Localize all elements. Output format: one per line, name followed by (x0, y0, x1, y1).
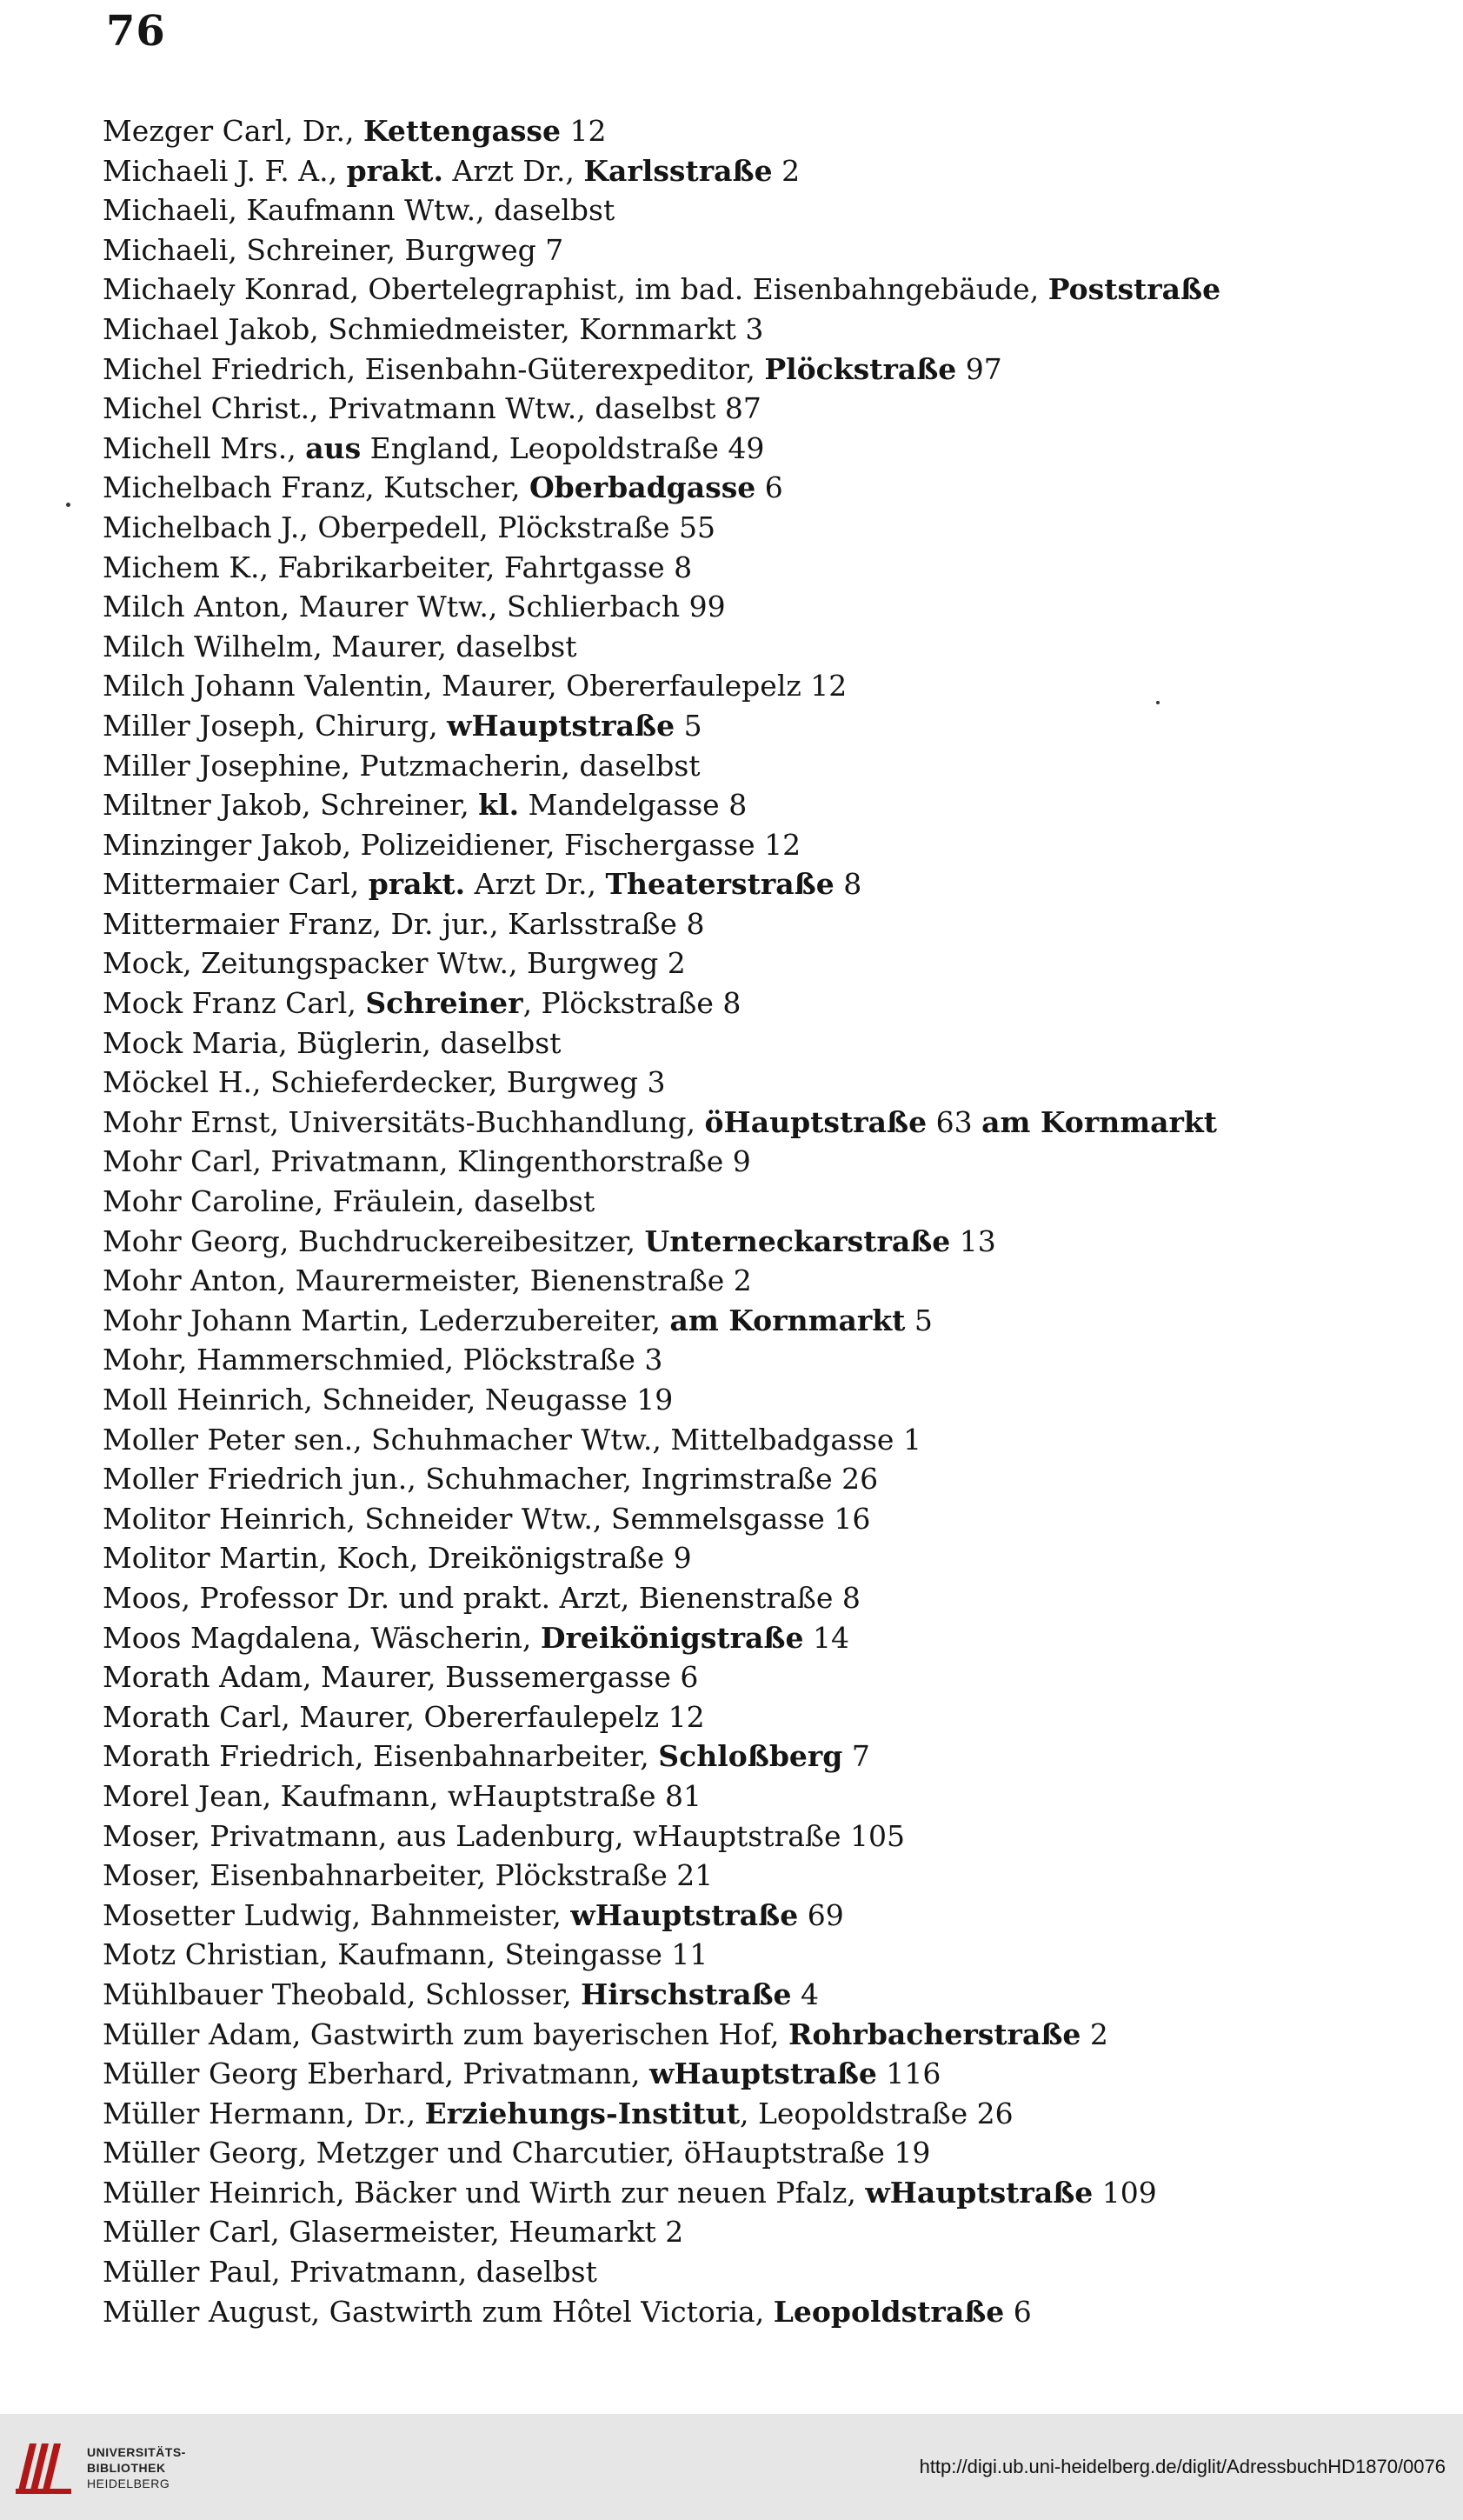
directory-entry (103, 310, 1354, 350)
directory-entry (103, 1182, 1354, 1222)
directory-entry (103, 230, 1354, 270)
entry-text-segment: Schreiner (365, 986, 523, 1021)
directory-entry (103, 1896, 1354, 1936)
footer-bar (0, 2414, 1463, 2520)
directory-entry (103, 825, 1354, 865)
directory-entry (103, 1935, 1354, 1975)
directory-entry (103, 627, 1354, 667)
entry-text-segment: 69 (798, 1897, 844, 1932)
directory-entry (103, 706, 1354, 746)
entry-text-segment: Miller Joseph, Chirurg, (103, 708, 448, 743)
logo-line-1: UNIVERSITÄTS- (87, 2445, 186, 2459)
entry-text-segment: Moos Magdalena, Wäscherin, (103, 1620, 541, 1655)
directory-entry (103, 1618, 1354, 1658)
entry-text-segment: 5 (905, 1303, 933, 1337)
entry-text-segment: Mohr Johann Martin, Lederzubereiter, (103, 1303, 670, 1337)
source-url-link[interactable]: http://digi.ub.uni-heidelberg.de/diglit/AdressbuchHD1870/0076 (919, 2456, 1446, 2477)
entry-text-segment: 6 (1004, 2294, 1032, 2329)
entry-text-segment: Moller Friedrich jun., Schuhmacher, Ingrimstraße 26 (103, 1462, 879, 1497)
entry-text-segment: Hirschstraße (581, 1977, 792, 2011)
directory-entry (103, 1578, 1354, 1618)
directory-entry (103, 1340, 1354, 1380)
directory-entry (103, 666, 1354, 706)
entry-text-segment: Miller Josephine, Putzmacherin, daselbst (103, 748, 701, 783)
entry-text-segment: Molitor Heinrich, Schneider Wtw., Semmelsgasse 16 (103, 1501, 871, 1536)
entry-text-segment: Müller Hermann, Dr., (103, 2096, 425, 2130)
directory-entry (103, 1063, 1354, 1103)
directory-entry (103, 429, 1354, 469)
logo-line-2: BIBLIOTHEK (87, 2461, 166, 2475)
entry-text-segment: öHauptstraße (704, 1104, 928, 1139)
directory-entry (103, 350, 1354, 390)
entry-text-segment: Mittermaier Franz, Dr. jur., Karlsstraße 8 (103, 906, 705, 941)
entry-text-segment: , Leopoldstraße 26 (739, 2096, 1014, 2130)
entry-text-segment: 63 (927, 1104, 982, 1139)
entry-text-segment: wHauptstraße (447, 708, 675, 743)
entry-text-segment: Schloßberg (658, 1739, 843, 1774)
directory-entry (103, 2173, 1354, 2213)
entry-text-segment: Moser, Eisenbahnarbeiter, Plöckstraße 21 (103, 1858, 714, 1893)
directory-entry (103, 746, 1354, 786)
entry-text-segment: 116 (876, 2057, 941, 2091)
entry-text-segment: Morath Adam, Maurer, Bussemergasse 6 (103, 1660, 699, 1695)
entry-text-segment: Möckel H., Schieferdecker, Burgweg 3 (103, 1065, 666, 1100)
entry-text-segment: Mohr, Hammerschmied, Plöckstraße 3 (103, 1343, 663, 1377)
directory-entry (103, 508, 1354, 548)
entry-text-segment: Mezger Carl, Dr., (103, 114, 363, 148)
entry-text-segment: 14 (803, 1620, 849, 1655)
entry-text-segment: am Kornmarkt (981, 1104, 1217, 1139)
entry-text-segment: Morel Jean, Kaufmann, wHauptstraße 81 (103, 1778, 702, 1813)
entry-text-segment: Michael Jakob, Schmiedmeister, Kornmarkt 3 (103, 311, 764, 346)
entry-text-segment: Leopoldstraße (773, 2294, 1005, 2329)
entry-text-segment: Mohr Caroline, Fräulein, daselbst (103, 1184, 595, 1219)
entry-text-segment: 2 (772, 153, 801, 188)
entry-text-segment: Dreikönigstraße (540, 1620, 804, 1655)
entry-text-segment: Michelbach Franz, Kutscher, (103, 470, 529, 505)
directory-entry (103, 2054, 1354, 2094)
entry-text-segment: Miltner Jakob, Schreiner, (103, 788, 479, 823)
entry-text-segment: Moser, Privatmann, aus Ladenburg, wHauptstraße 105 (103, 1818, 905, 1853)
directory-entry (103, 943, 1354, 983)
entry-text-segment: Mohr Carl, Privatmann, Klingenthorstraße 9 (103, 1144, 751, 1179)
entry-text-segment: wHauptstraße (570, 1897, 799, 1932)
entry-text-segment: 2 (1081, 2017, 1108, 2051)
directory-entry (103, 468, 1354, 508)
entry-text-segment: Poststraße (1047, 272, 1221, 307)
entry-text-segment: Erziehungs-Institut (424, 2096, 740, 2130)
entry-text-segment: Moos, Professor Dr. und prakt. Arzt, Bienenstraße 8 (103, 1580, 861, 1615)
entry-text-segment: 97 (956, 351, 1002, 386)
entry-text-segment: Karlsstraße (583, 153, 773, 188)
entry-text-segment: Michem K., Fabrikarbeiter, Fahrtgasse 8 (103, 550, 693, 584)
entry-text-segment: Plöckstraße (764, 351, 957, 386)
directory-entry (103, 2292, 1354, 2332)
directory-entry (103, 587, 1354, 627)
directory-entry (103, 1538, 1354, 1578)
entry-text-segment: wHauptstraße (865, 2175, 1094, 2210)
directory-entry (103, 111, 1354, 151)
entry-text-segment: Michaeli, Kaufmann Wtw., daselbst (103, 193, 615, 228)
entry-text-segment: Michaeli J. F. A., (103, 153, 347, 188)
directory-entry (103, 1777, 1354, 1817)
entry-text-segment: Morath Friedrich, Eisenbahnarbeiter, (103, 1739, 659, 1774)
entry-text-segment: Mohr Georg, Buchdruckereibesitzer, (103, 1223, 645, 1258)
directory-entry (103, 1657, 1354, 1697)
entry-text-segment: Milch Wilhelm, Maurer, daselbst (103, 629, 577, 663)
entry-text-segment: , Plöckstraße 8 (522, 986, 741, 1021)
entry-text-segment: Oberbadgasse (529, 470, 756, 505)
directory-entry (103, 1222, 1354, 1262)
entry-text-segment: Moll Heinrich, Schneider, Neugasse 19 (103, 1383, 674, 1417)
entry-text-segment: 6 (755, 470, 783, 505)
ink-speck (1156, 701, 1160, 704)
directory-entry (103, 1459, 1354, 1499)
directory-entry (103, 548, 1354, 588)
library-seal-icon (12, 2437, 75, 2499)
directory-entry (103, 1380, 1354, 1420)
entry-text-segment: wHauptstraße (648, 2057, 877, 2091)
entry-text-segment: Mock Franz Carl, (103, 986, 366, 1021)
directory-entry (103, 1142, 1354, 1182)
entry-text-segment: Michel Friedrich, Eisenbahn-Güterexpeditor, (103, 351, 765, 386)
entry-text-segment: Moller Peter sen., Schuhmacher Wtw., Mittelbadgasse 1 (103, 1422, 921, 1457)
directory-entry (103, 983, 1354, 1023)
entry-text-segment: 5 (675, 708, 702, 743)
directory-entry (103, 1737, 1354, 1777)
entry-text-segment: kl. (478, 788, 520, 823)
directory-entry (103, 2015, 1354, 2055)
entry-text-segment: Mosetter Ludwig, Bahnmeister, (103, 1897, 571, 1932)
entry-text-segment: Kettengasse (362, 114, 561, 148)
library-name (87, 2444, 186, 2491)
directory-entry (103, 190, 1354, 230)
entry-text-segment: Müller August, Gastwirth zum Hôtel Victoria, (103, 2294, 774, 2329)
entry-text-segment: Motz Christian, Kaufmann, Steingasse 11 (103, 1937, 708, 1972)
entry-text-segment: Mohr Ernst, Universitäts-Buchhandlung, (103, 1104, 705, 1139)
directory-entries (103, 111, 1354, 2331)
entry-text-segment: Müller Carl, Glasermeister, Heumarkt 2 (103, 2215, 684, 2250)
entry-text-segment: Arzt Dr., (443, 153, 584, 188)
entry-text-segment: Müller Paul, Privatmann, daselbst (103, 2255, 597, 2290)
entry-text-segment: Morath Carl, Maurer, Obererfaulepelz 12 (103, 1699, 705, 1734)
entry-text-segment: Milch Johann Valentin, Maurer, Obererfaulepelz 12 (103, 669, 848, 703)
entry-text-segment: 4 (791, 1977, 820, 2011)
entry-text-segment: Müller Adam, Gastwirth zum bayerischen Hof, (103, 2017, 788, 2051)
entry-text-segment: Milch Anton, Maurer Wtw., Schlierbach 99 (103, 590, 726, 624)
entry-text-segment: prakt. (346, 153, 444, 188)
entry-text-segment: Müller Heinrich, Bäcker und Wirth zur neuen Pfalz, (103, 2175, 866, 2210)
entry-text-segment: Unterneckarstraße (644, 1223, 951, 1258)
entry-text-segment: Rohrbacherstraße (788, 2017, 1081, 2051)
directory-entry (103, 1856, 1354, 1896)
entry-text-segment: prakt. (368, 867, 466, 902)
entry-text-segment: Mittermaier Carl, (103, 867, 369, 902)
entry-text-segment: Theaterstraße (605, 867, 835, 902)
directory-entry (103, 2094, 1354, 2134)
directory-entry (103, 1420, 1354, 1460)
entry-text-segment: Michaeli, Schreiner, Burgweg 7 (103, 232, 564, 267)
entry-text-segment: England, Leopoldstraße 49 (361, 430, 765, 465)
entry-text-segment: Minzinger Jakob, Polizeidiener, Fischergasse 12 (103, 827, 801, 862)
entry-text-segment: Michell Mrs., (103, 430, 306, 465)
directory-entry (103, 1697, 1354, 1737)
directory-entry (103, 2212, 1354, 2252)
directory-entry (103, 2252, 1354, 2292)
entry-text-segment: Mandelgasse 8 (519, 788, 748, 823)
entry-text-segment: 12 (560, 114, 607, 148)
directory-entry (103, 1499, 1354, 1539)
entry-text-segment: Molitor Martin, Koch, Dreikönigstraße 9 (103, 1541, 692, 1576)
entry-text-segment: Michaely Konrad, Obertelegraphist, im bad. Eisenbahngebäude, (103, 272, 1048, 307)
entry-text-segment: Mock Maria, Büglerin, daselbst (103, 1025, 562, 1060)
directory-entry (103, 1103, 1354, 1143)
page-number: 76 (106, 7, 166, 56)
directory-entry (103, 1975, 1354, 2015)
logo-line-3: HEIDELBERG (87, 2477, 170, 2490)
entry-text-segment: Mohr Anton, Maurermeister, Bienenstraße 2 (103, 1263, 752, 1298)
entry-text-segment: 13 (950, 1223, 996, 1258)
entry-text-segment: Mühlbauer Theobald, Schlosser, (103, 1977, 582, 2011)
entry-text-segment: 109 (1093, 2175, 1157, 2210)
entry-text-segment: Michel Christ., Privatmann Wtw., daselbst 87 (103, 391, 761, 426)
directory-entry (103, 389, 1354, 429)
directory-entry (103, 785, 1354, 825)
library-logo[interactable] (12, 2437, 186, 2499)
entry-text-segment: am Kornmarkt (669, 1303, 906, 1337)
entry-text-segment: Müller Georg Eberhard, Privatmann, (103, 2057, 649, 2091)
directory-entry (103, 1261, 1354, 1301)
entry-text-segment: 7 (842, 1739, 870, 1774)
entry-text-segment: Michelbach J., Oberpedell, Plöckstraße 55 (103, 510, 716, 544)
directory-entry (103, 864, 1354, 904)
entry-text-segment: Arzt Dr., (465, 867, 606, 902)
directory-entry (103, 151, 1354, 191)
entry-text-segment: Müller Georg, Metzger und Charcutier, öHauptstraße 19 (103, 2136, 931, 2170)
directory-entry (103, 2133, 1354, 2173)
entry-text-segment: 8 (834, 867, 862, 902)
ink-speck (66, 503, 70, 507)
entry-text-segment: Mock, Zeitungspacker Wtw., Burgweg 2 (103, 946, 686, 981)
directory-entry (103, 270, 1354, 310)
directory-entry (103, 1301, 1354, 1341)
directory-entry (103, 1023, 1354, 1063)
directory-entry (103, 904, 1354, 944)
entry-text-segment: aus (305, 430, 362, 465)
directory-entry (103, 1817, 1354, 1857)
